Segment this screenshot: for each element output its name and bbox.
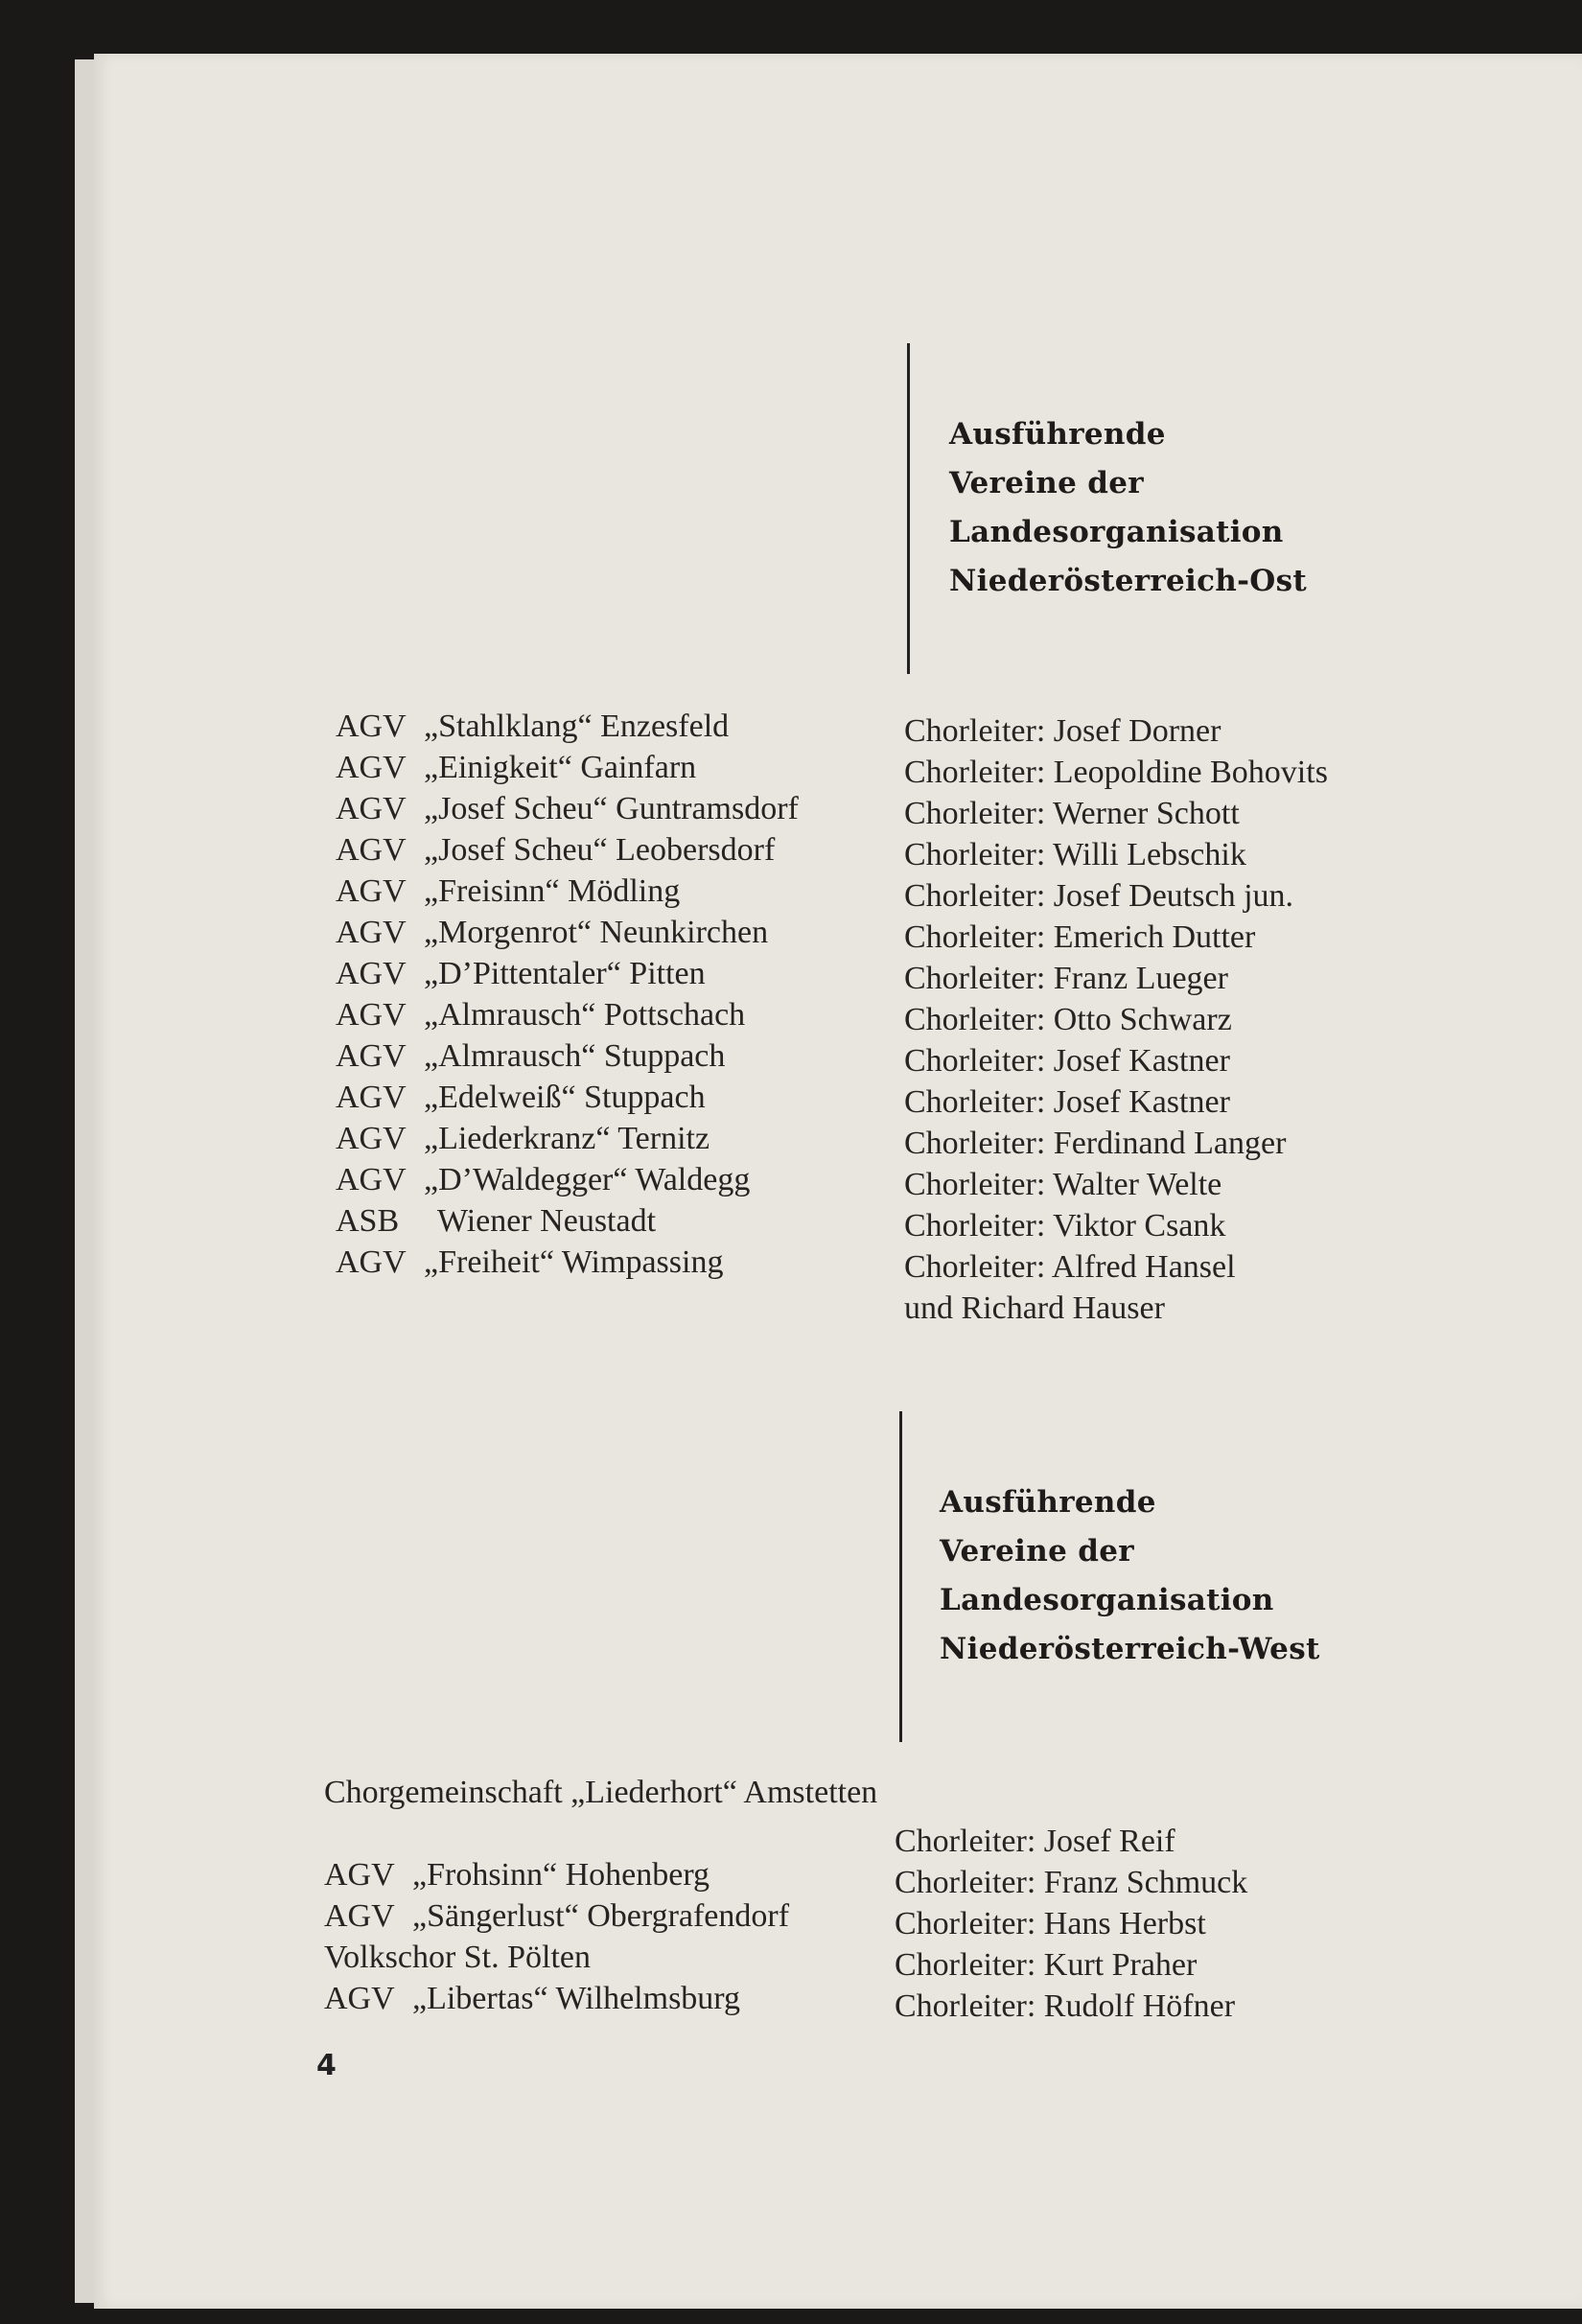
club-row xyxy=(336,912,799,953)
document-page xyxy=(94,54,1582,2309)
club-name: „Josef Scheu“ Guntramsdorf xyxy=(424,791,799,826)
club-abbr: AGV xyxy=(336,750,407,785)
west-heading xyxy=(940,1478,1320,1674)
club-abbr: AGV xyxy=(336,1121,407,1156)
club-row xyxy=(336,1118,799,1159)
club-name: „Almrausch“ Pottschach xyxy=(424,997,746,1033)
east-heading-line: Vereine der xyxy=(949,466,1144,500)
conductor-row: Chorleiter: Leopoldine Bohovits xyxy=(904,755,1328,790)
club-abbr: AGV xyxy=(324,1981,395,2016)
club-abbr: AGV xyxy=(324,1857,395,1893)
club-row xyxy=(336,953,799,994)
west-heading-line: Landesorganisation xyxy=(940,1583,1274,1617)
conductor-row: Chorleiter: Hans Herbst xyxy=(895,1906,1206,1941)
conductor-row: Chorleiter: Rudolf Höfner xyxy=(895,1988,1236,2024)
club-name: Volkschor St. Pölten xyxy=(324,1940,592,1975)
club-row xyxy=(336,1159,799,1200)
first-club: Chorgemeinschaft „Liederhort“ Amstetten xyxy=(324,1775,878,1810)
club-abbr: ASB xyxy=(336,1203,400,1239)
conductor-row: Chorleiter: Ferdinand Langer xyxy=(904,1126,1287,1161)
conductor-row: Chorleiter: Josef Reif xyxy=(895,1824,1175,1859)
club-abbr: AGV xyxy=(336,997,407,1033)
west-club-list xyxy=(324,1854,789,2019)
club-abbr: AGV xyxy=(336,791,407,826)
west-conductor-list xyxy=(895,1821,1247,2027)
conductor-row: Chorleiter: Otto Schwarz xyxy=(904,1002,1232,1037)
west-heading-rule xyxy=(899,1411,902,1742)
club-row xyxy=(336,871,799,912)
conductor-row: Chorleiter: Josef Kastner xyxy=(904,1043,1230,1079)
west-heading-line: Ausführende xyxy=(940,1485,1156,1520)
club-name: „D’Pittentaler“ Pitten xyxy=(424,956,706,991)
page-number: 4 xyxy=(316,2049,337,2082)
east-heading-line: Niederösterreich-Ost xyxy=(949,564,1307,598)
conductor-row: Chorleiter: Alfred Hansel xyxy=(904,1249,1236,1285)
club-name: „Sängerlust“ Obergrafendorf xyxy=(412,1898,790,1934)
conductor-row: und Richard Hauser xyxy=(904,1290,1165,1326)
conductor-row: Chorleiter: Walter Welte xyxy=(904,1167,1222,1202)
club-row xyxy=(324,1937,789,1978)
club-name: „Frohsinn“ Hohenberg xyxy=(412,1857,710,1893)
conductor-row: Chorleiter: Emerich Dutter xyxy=(904,919,1256,955)
club-abbr: AGV xyxy=(336,956,407,991)
west-heading-line: Niederösterreich-West xyxy=(940,1632,1320,1666)
club-row xyxy=(336,829,799,871)
club-abbr: AGV xyxy=(336,1080,407,1115)
club-name: „Josef Scheu“ Leobersdorf xyxy=(424,832,776,868)
conductor-row: Chorleiter: Franz Schmuck xyxy=(895,1865,1248,1900)
club-row xyxy=(324,1895,789,1937)
club-row xyxy=(336,706,799,747)
club-abbr: AGV xyxy=(336,915,407,950)
club-row xyxy=(324,1978,789,2019)
club-abbr: AGV xyxy=(336,1162,407,1197)
conductor-row: Chorleiter: Werner Schott xyxy=(904,796,1240,831)
club-name: „D’Waldegger“ Waldegg xyxy=(424,1162,751,1197)
club-abbr: AGV xyxy=(324,1898,395,1934)
conductor-row: Chorleiter: Kurt Praher xyxy=(895,1947,1198,1983)
club-name: „Einigkeit“ Gainfarn xyxy=(424,750,697,785)
conductor-row: Chorleiter: Josef Dorner xyxy=(904,713,1221,749)
club-row xyxy=(336,1242,799,1283)
club-abbr: AGV xyxy=(336,1038,407,1074)
club-name: „Edelweiß“ Stuppach xyxy=(424,1080,706,1115)
club-name: „Libertas“ Wilhelmsburg xyxy=(412,1981,741,2016)
club-name: „Almrausch“ Stuppach xyxy=(424,1038,726,1074)
club-row xyxy=(336,994,799,1035)
east-heading-line: Landesorganisation xyxy=(949,515,1284,549)
club-name: „Morgenrot“ Neunkirchen xyxy=(424,915,769,950)
west-heading-line: Vereine der xyxy=(940,1534,1134,1569)
club-row xyxy=(324,1854,789,1895)
club-name: „Freisinn“ Mödling xyxy=(424,873,681,909)
club-row xyxy=(336,788,799,829)
east-heading-rule xyxy=(907,343,910,674)
conductor-row: Chorleiter: Willi Lebschik xyxy=(904,837,1246,872)
club-row xyxy=(336,1200,799,1242)
club-row xyxy=(336,1035,799,1077)
club-name: Wiener Neustadt xyxy=(437,1203,657,1239)
conductor-row: Chorleiter: Josef Kastner xyxy=(904,1084,1230,1120)
club-name: „Liederkranz“ Ternitz xyxy=(424,1121,710,1156)
club-row xyxy=(336,747,799,788)
east-conductor-list xyxy=(904,710,1328,1329)
club-abbr: AGV xyxy=(336,873,407,909)
conductor-row: Chorleiter: Josef Deutsch jun. xyxy=(904,878,1294,914)
east-heading xyxy=(949,410,1307,606)
club-name: „Stahlklang“ Enzesfeld xyxy=(424,709,730,744)
conductor-row: Chorleiter: Franz Lueger xyxy=(904,961,1228,996)
east-club-list xyxy=(336,706,799,1283)
club-abbr: AGV xyxy=(336,832,407,868)
east-heading-line: Ausführende xyxy=(949,417,1166,452)
club-abbr: AGV xyxy=(336,709,407,744)
club-row xyxy=(336,1077,799,1118)
club-abbr: AGV xyxy=(336,1244,407,1280)
club-name: „Freiheit“ Wimpassing xyxy=(424,1244,724,1280)
conductor-row: Chorleiter: Viktor Csank xyxy=(904,1208,1226,1243)
